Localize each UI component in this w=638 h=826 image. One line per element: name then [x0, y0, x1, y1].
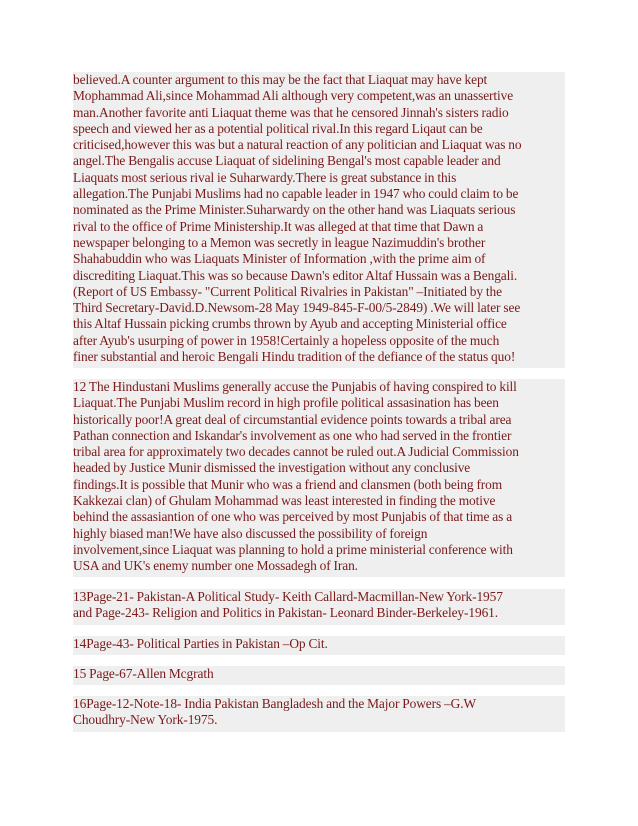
text-line: historically poor!A great deal of circumstantial evidence points towards a tribal area — [73, 411, 512, 427]
text-line: 13Page-21- Pakistan-A Political Study- Keith Callard-Macmillan-New York-1957 — [73, 589, 503, 604]
text-line: and Page-243- Religion and Politics in Pakistan- Leonard Binder-Berkeley-1961. — [73, 605, 499, 621]
text-line: 14Page-43- Political Parties in Pakistan –Op Cit. — [73, 636, 328, 651]
text-line: after Ayub's usurping of power in 1958!Certainly a hopeless opposite of the much — [73, 332, 500, 348]
text-line: highly biased man!We have also discussed the possibility of foreign — [73, 525, 428, 541]
text-line: man.Another favorite anti Liaquat theme was that he censored Jinnah's sisters radio — [73, 104, 509, 120]
text-line: Liaquat.The Punjabi Muslim record in high profile political assasination has been — [73, 395, 499, 411]
text-line: believed.A counter argument to this may be the fact that Liaquat may have kept — [73, 72, 488, 87]
text-line: Mophammad Ali,since Mohammad Ali although very competent,was an unassertive — [73, 88, 514, 104]
text-line: allegation.The Punjabi Muslims had no capable leader in 1947 who could claim to be — [73, 186, 519, 202]
text-line: Choudhry-New York-1975. — [73, 712, 218, 728]
text-line: Shahabuddin who was Liaquats Minister of Information ,with the prime aim of — [73, 251, 486, 267]
text-line: finer substantial and heroic Bengali Hindu tradition of the defiance of the status quo! — [73, 349, 516, 365]
text-line: rival to the office of Prime Ministership.It was alleged at that time that Dawn a — [73, 218, 484, 234]
text-line: Liaquats most serious rival ie Suharwardy.There is great substance in this — [73, 169, 457, 185]
text-line: findings.It is possible that Munir who was a friend and clansmen (both being from — [73, 476, 503, 492]
footnote-15 — [73, 666, 565, 685]
text-line: criticised,however this was but a natural reaction of any politician and Liaquat was no — [73, 137, 522, 153]
text-line: Third Secretary-David.D.Newsom-28 May 1949-845-F-00/5-2849) .We will later see — [73, 300, 521, 316]
footnote-13 — [73, 589, 565, 625]
paragraph-liaquat-rivals — [73, 72, 565, 368]
text-line: 12 The Hindustani Muslims generally accuse the Punjabis of having conspired to kill — [73, 379, 517, 394]
text-line: headed by Justice Munir dismissed the investigation without any conclusive — [73, 460, 471, 476]
footnote-14 — [73, 636, 565, 655]
text-line: (Report of US Embassy- "Current Political Rivalries in Pakistan" –Initiated by the — [73, 283, 502, 299]
text-line: involvement,since Liaquat was planning to hold a prime ministerial conference with — [73, 541, 513, 557]
text-line: 15 Page-67-Allen Mcgrath — [73, 666, 214, 681]
text-line: angel.The Bengalis accuse Liaquat of sidelining Bengal's most capable leader and — [73, 153, 501, 169]
text-line: 16Page-12-Note-18- India Pakistan Bangladesh and the Major Powers –G.W — [73, 696, 477, 711]
text-line: speech and viewed her as a potential political rival.In this regard Liqaut can be — [73, 120, 483, 136]
footnote-12 — [73, 379, 565, 577]
text-line: behind the assasiantion of one who was perceived by most Punjabis of that time as a — [73, 509, 513, 525]
text-line: nominated as the Prime Minister.Suharwardy on the other hand was Liaquats serious — [73, 202, 516, 218]
footnote-16 — [73, 696, 565, 732]
text-line: Pathan connection and Iskandar's involvement as one who had served in the frontier — [73, 427, 512, 443]
text-line: Kakkezai clan) of Ghulam Mohammad was least interested in finding the motive — [73, 493, 496, 509]
text-line: USA and UK's enemy number one Mossadegh of Iran. — [73, 558, 358, 574]
text-line: this Altaf Hussain picking crumbs thrown by Ayub and accepting Ministerial office — [73, 316, 507, 332]
text-line: discrediting Liaquat.This was so because Dawn's editor Altaf Hussain was a Bengali. — [73, 267, 518, 283]
text-line: newspaper belonging to a Memon was secretly in league Nazimuddin's brother — [73, 234, 486, 250]
text-line: tribal area for approximately two decades cannot be ruled out.A Judicial Commission — [73, 444, 519, 460]
